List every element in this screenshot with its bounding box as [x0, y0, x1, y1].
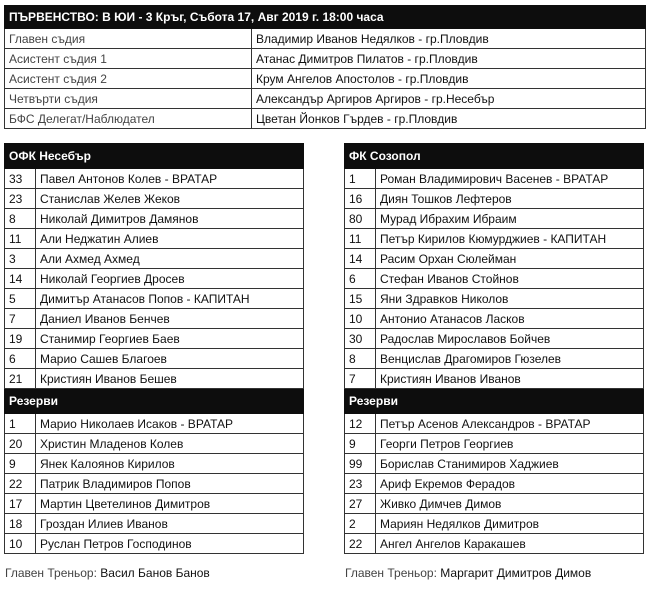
player-name: Петър Асенов Александров - ВРАТАР — [376, 414, 644, 434]
home-coach — [5, 566, 210, 580]
player-row — [345, 229, 644, 249]
reserve-row — [5, 414, 304, 434]
player-name: Патрик Владимиров Попов — [36, 474, 304, 494]
official-name: Цветан Йонков Гърдев - гр.Пловдив — [252, 109, 646, 129]
player-number: 2 — [345, 514, 376, 534]
player-name: Стефан Иванов Стойнов — [376, 269, 644, 289]
player-name: Антонио Атанасов Ласков — [376, 309, 644, 329]
player-number: 16 — [345, 189, 376, 209]
player-row — [5, 329, 304, 349]
player-row — [5, 309, 304, 329]
player-name: Венцислав Драгомиров Гюзелев — [376, 349, 644, 369]
reserves-header-row — [345, 389, 644, 414]
player-number: 99 — [345, 454, 376, 474]
player-row — [5, 169, 304, 189]
official-role: Асистент съдия 2 — [5, 69, 252, 89]
player-number: 22 — [345, 534, 376, 554]
player-name: Николай Димитров Дамянов — [36, 209, 304, 229]
reserve-row — [5, 534, 304, 554]
team-header-row — [345, 144, 644, 169]
team-name: ФК Созопол — [345, 144, 644, 169]
reserve-row — [5, 434, 304, 454]
official-name: Атанас Димитров Пилатов - гр.Пловдив — [252, 49, 646, 69]
player-name: Диян Тошков Лефтеров — [376, 189, 644, 209]
away-coach — [345, 566, 591, 580]
team-name: ОФК Несебър — [5, 144, 304, 169]
player-number: 18 — [5, 514, 36, 534]
official-row — [5, 29, 646, 49]
player-name: Станислав Желев Жеков — [36, 189, 304, 209]
player-name: Станимир Георгиев Баев — [36, 329, 304, 349]
officials-table — [4, 5, 646, 129]
player-number: 11 — [5, 229, 36, 249]
player-number: 27 — [345, 494, 376, 514]
player-row — [5, 349, 304, 369]
player-row — [345, 289, 644, 309]
player-row — [345, 309, 644, 329]
player-name: Ангел Ангелов Каракашев — [376, 534, 644, 554]
player-name: Мартин Цветелинов Димитров — [36, 494, 304, 514]
player-number: 22 — [5, 474, 36, 494]
player-number: 12 — [345, 414, 376, 434]
player-number: 23 — [345, 474, 376, 494]
player-number: 17 — [5, 494, 36, 514]
player-number: 80 — [345, 209, 376, 229]
player-name: Яни Здравков Николов — [376, 289, 644, 309]
player-name: Али Ахмед Ахмед — [36, 249, 304, 269]
player-name: Павел Антонов Колев - ВРАТАР — [36, 169, 304, 189]
player-name: Марио Николаев Исаков - ВРАТАР — [36, 414, 304, 434]
player-row — [345, 329, 644, 349]
player-number: 1 — [345, 169, 376, 189]
reserve-row — [5, 474, 304, 494]
official-role: Главен съдия — [5, 29, 252, 49]
player-number: 3 — [5, 249, 36, 269]
player-row — [5, 229, 304, 249]
player-name: Кристиян Иванов Бешев — [36, 369, 304, 389]
official-row — [5, 69, 646, 89]
player-number: 10 — [5, 534, 36, 554]
player-name: Руслан Петров Господинов — [36, 534, 304, 554]
player-name: Петър Кирилов Кюмурджиев - КАПИТАН — [376, 229, 644, 249]
player-name: Георги Петров Георгиев — [376, 434, 644, 454]
player-row — [345, 349, 644, 369]
player-name: Живко Димчев Димов — [376, 494, 644, 514]
player-name: Христин Младенов Колев — [36, 434, 304, 454]
official-row — [5, 49, 646, 69]
official-name: Владимир Иванов Недялков - гр.Пловдив — [252, 29, 646, 49]
player-number: 8 — [5, 209, 36, 229]
reserve-row — [345, 454, 644, 474]
player-number: 19 — [5, 329, 36, 349]
reserve-row — [345, 434, 644, 454]
reserve-row — [5, 454, 304, 474]
player-name: Расим Орхан Сюлейман — [376, 249, 644, 269]
player-name: Марио Сашев Благоев — [36, 349, 304, 369]
reserve-row — [5, 494, 304, 514]
match-header-row — [5, 6, 646, 29]
match-title: ПЪРВЕНСТВО: В ЮИ - 3 Кръг, Събота 17, Авг 2019 г. 18:00 часа — [5, 6, 646, 29]
reserve-row — [345, 414, 644, 434]
player-row — [345, 249, 644, 269]
player-number: 30 — [345, 329, 376, 349]
player-row — [345, 169, 644, 189]
official-role: Четвърти съдия — [5, 89, 252, 109]
home-coach-name: Васил Банов Банов — [100, 566, 210, 580]
player-row — [345, 369, 644, 389]
player-number: 9 — [345, 434, 376, 454]
official-role: Асистент съдия 1 — [5, 49, 252, 69]
player-number: 5 — [5, 289, 36, 309]
official-row — [5, 89, 646, 109]
home-coach-label: Главен Треньор: — [5, 566, 97, 580]
reserves-header-row — [5, 389, 304, 414]
home-team-table — [4, 143, 304, 554]
official-name: Крум Ангелов Апостолов - гр.Пловдив — [252, 69, 646, 89]
player-name: Роман Владимирович Васенев - ВРАТАР — [376, 169, 644, 189]
player-row — [5, 249, 304, 269]
player-number: 23 — [5, 189, 36, 209]
reserve-row — [345, 534, 644, 554]
player-number: 6 — [5, 349, 36, 369]
player-name: Гроздан Илиев Иванов — [36, 514, 304, 534]
away-coach-label: Главен Треньор: — [345, 566, 437, 580]
player-number: 14 — [5, 269, 36, 289]
player-name: Кристиян Иванов Иванов — [376, 369, 644, 389]
official-name: Александър Аргиров Аргиров - гр.Несебър — [252, 89, 646, 109]
player-number: 7 — [5, 309, 36, 329]
player-number: 9 — [5, 454, 36, 474]
player-number: 21 — [5, 369, 36, 389]
reserve-row — [5, 514, 304, 534]
player-row — [5, 369, 304, 389]
away-coach-name: Маргарит Димитров Димов — [440, 566, 592, 580]
reserves-label: Резерви — [345, 389, 644, 414]
reserve-row — [345, 494, 644, 514]
player-name: Али Неджатин Алиев — [36, 229, 304, 249]
player-name: Ариф Екремов Ферадов — [376, 474, 644, 494]
player-name: Николай Георгиев Дросев — [36, 269, 304, 289]
player-row — [345, 189, 644, 209]
official-role: БФС Делегат/Наблюдател — [5, 109, 252, 129]
reserve-row — [345, 514, 644, 534]
player-row — [345, 269, 644, 289]
away-team-table — [344, 143, 644, 554]
player-name: Мурад Ибрахим Ибраим — [376, 209, 644, 229]
player-number: 11 — [345, 229, 376, 249]
reserves-label: Резерви — [5, 389, 304, 414]
official-row — [5, 109, 646, 129]
player-number: 15 — [345, 289, 376, 309]
player-name: Димитър Атанасов Попов - КАПИТАН — [36, 289, 304, 309]
player-name: Мариян Недялков Димитров — [376, 514, 644, 534]
team-header-row — [5, 144, 304, 169]
player-row — [345, 209, 644, 229]
player-number: 1 — [5, 414, 36, 434]
player-name: Борислав Станимиров Хаджиев — [376, 454, 644, 474]
player-row — [5, 209, 304, 229]
player-number: 7 — [345, 369, 376, 389]
player-number: 8 — [345, 349, 376, 369]
player-number: 14 — [345, 249, 376, 269]
player-name: Радослав Мирославов Бойчев — [376, 329, 644, 349]
player-number: 33 — [5, 169, 36, 189]
player-row — [5, 189, 304, 209]
player-number: 6 — [345, 269, 376, 289]
player-name: Даниел Иванов Бенчев — [36, 309, 304, 329]
player-row — [5, 289, 304, 309]
reserve-row — [345, 474, 644, 494]
player-row — [5, 269, 304, 289]
player-name: Янек Калоянов Кирилов — [36, 454, 304, 474]
player-number: 10 — [345, 309, 376, 329]
player-number: 20 — [5, 434, 36, 454]
